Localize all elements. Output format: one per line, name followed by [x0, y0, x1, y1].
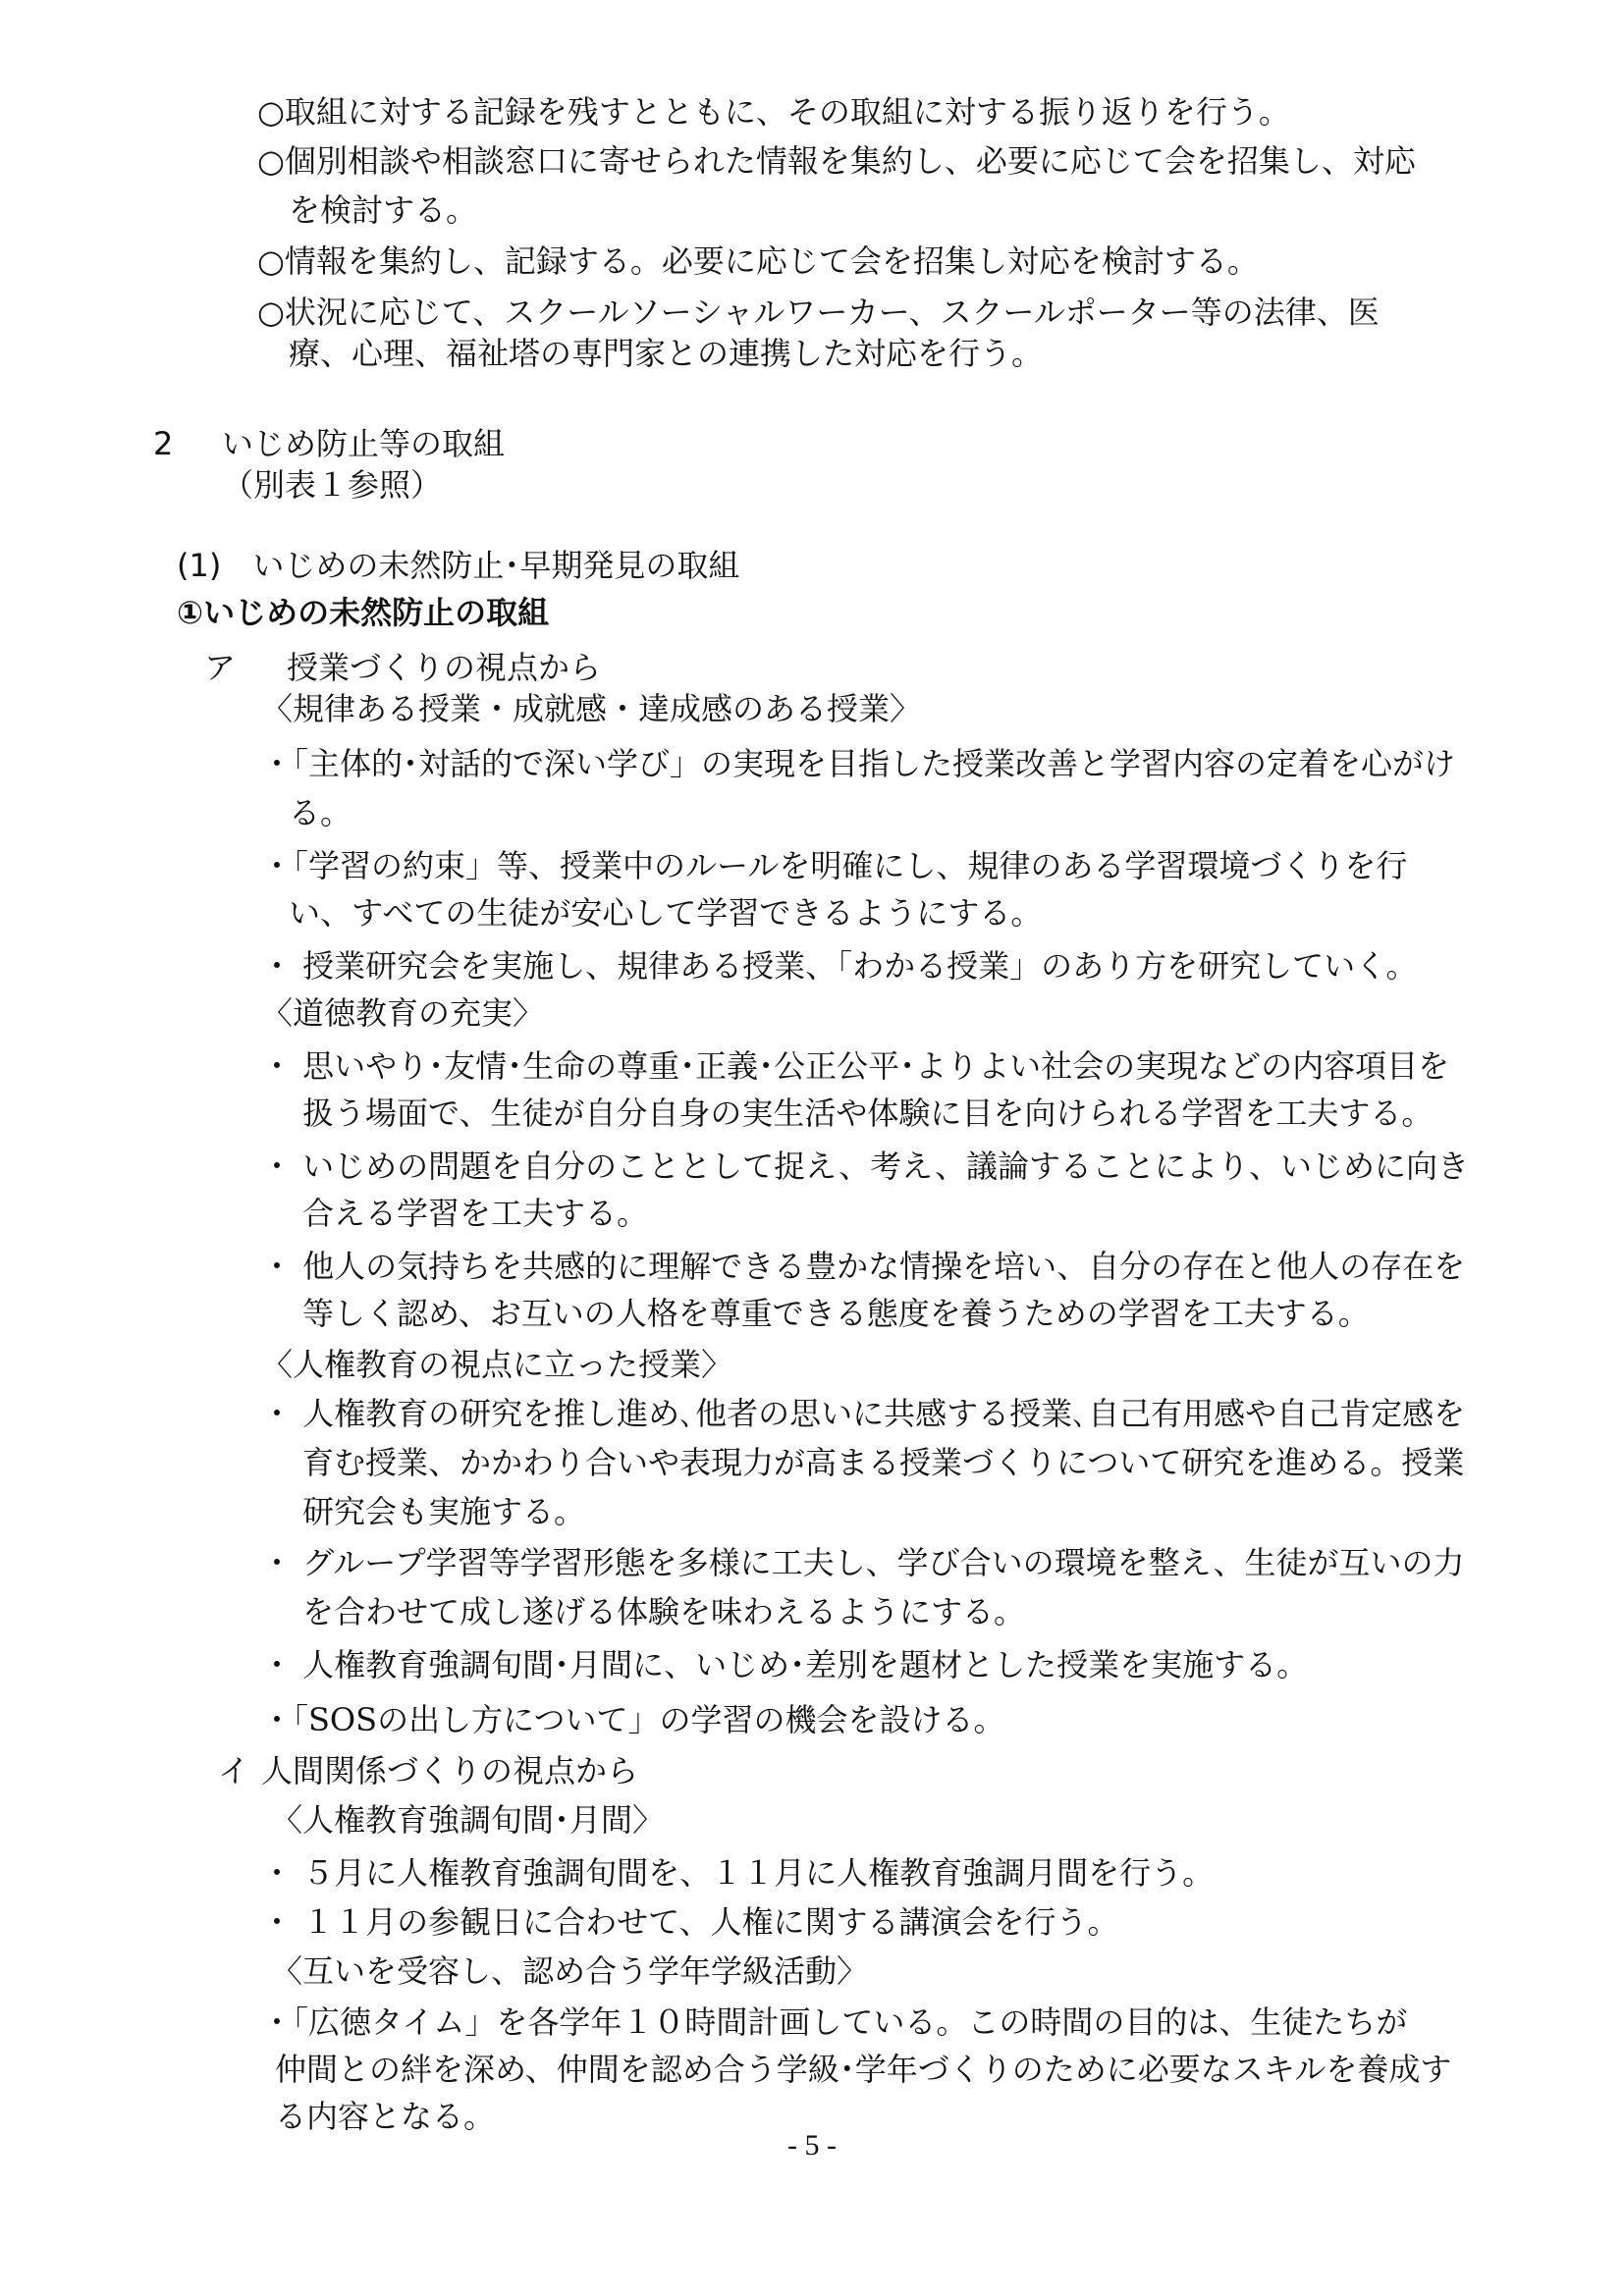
bullet-item-cont: 仲間との絆を深め、仲間を認め合う学級･学年づくりのために必要なスキルを養成す — [275, 2051, 1452, 2088]
bullet-item: ・「SOSの出し方について」の学習の機会を設ける。 — [261, 1701, 1005, 1738]
bullet-item: ・ ５月に人権教育強調旬間を、１１月に人権教育強調月間を行う。 — [261, 1854, 1215, 1892]
bullet-item: ・ いじめの問題を自分のこととして捉え、考え、議論することにより、いじめに向き — [261, 1148, 1470, 1185]
section-title: いじめ防止等の取組 — [222, 425, 506, 462]
i-heading-2: 〈互いを受容し、認め合う学年学級活動〉 — [271, 1952, 869, 1990]
bullet-item-cont: る。 — [289, 794, 352, 831]
bullet-item: ・「広徳タイム」を各学年１０時間計画している。この時間の目的は、生徒たちが — [261, 2003, 1408, 2041]
bullet-item-cont: 扱う場面で、生徒が自分自身の実生活や体験に目を向けられる学習を工夫する。 — [302, 1095, 1434, 1132]
subsection-heading: (1) いじめの未然防止･早期発見の取組 — [177, 547, 740, 584]
bullet-item: ・「主体的･対話的で深い学び」の実現を目指した授業改善と学習内容の定着を心がけ — [261, 745, 1456, 782]
intro-line-5: ○状況に応じて、スクールソーシャルワーカー、スクールポーター等の法律、医 — [257, 294, 1380, 331]
bullet-item: ・ 思いやり･友情･生命の尊重･正義･公正公平･よりよい社会の実現などの内容項目を — [261, 1047, 1450, 1085]
bullet-item-cont: い、すべての生徒が安心して学習できるようにする。 — [289, 894, 1043, 932]
page-number: - 5 - — [787, 2129, 837, 2162]
intro-line-6: 療、心理、福祉塔の専門家との連携した対応を行う。 — [289, 335, 1044, 372]
i-label: イ — [218, 1752, 250, 1789]
i-heading-1: 〈人権教育強調旬間･月間〉 — [271, 1801, 665, 1839]
bullet-item: ・ 他人の気持ちを共感的に理解できる豊かな情操を培い、自分の存在と他人の存在を — [261, 1248, 1466, 1285]
intro-line-3: を検討する。 — [289, 191, 478, 229]
intro-line-1: ○取組に対する記録を残すとともに、その取組に対する振り返りを行う。 — [257, 93, 1290, 131]
intro-line-4: ○情報を集約し、記録する。必要に応じて会を招集し対応を検討する。 — [257, 242, 1259, 280]
bullet-item-cont: を合わせて成し遂げる体験を味わえるようにする。 — [302, 1593, 1026, 1630]
a-heading-3: 〈人権教育の視点に立った授業〉 — [261, 1346, 733, 1383]
bullet-item: ・「学習の約束」等、授業中のルールを明確にし、規律のある学習環境づくりを行 — [261, 847, 1408, 884]
i-title: 人間関係づくりの視点から — [261, 1752, 639, 1789]
a-heading-1: 〈規律ある授業・成就感・達成感のある授業〉 — [261, 690, 922, 727]
bullet-item: ・ １１月の参観日に合わせて、人権に関する講演会を行う。 — [261, 1903, 1119, 1941]
a-heading-2: 〈道徳教育の充実〉 — [261, 994, 545, 1032]
bullet-item: ・ グループ学習等学習形態を多様に工夫し、学び合いの環境を整え、生徒が互いの力 — [261, 1544, 1465, 1581]
bullet-item-cont: 等しく認め、お互いの人格を尊重できる態度を養うための学習を工夫する。 — [302, 1295, 1370, 1332]
bullet-item-cont: 研究会も実施する。 — [302, 1493, 586, 1530]
a-title: 授業づくりの視点から — [287, 649, 602, 686]
section-note: （別表１参照） — [222, 466, 443, 504]
bullet-item-cont: 育む授業、かかわり合いや表現力が高まる授業づくりについて研究を進める。授業 — [302, 1444, 1465, 1481]
section-number: 2 — [153, 425, 174, 462]
bullet-item-cont: 合える学習を工夫する。 — [302, 1195, 649, 1232]
bullet-item: ・ 授業研究会を実施し、規律ある授業、「わかる授業」のあり方を研究していく。 — [261, 947, 1418, 985]
intro-line-2: ○個別相談や相談窓口に寄せられた情報を集約し、必要に応じて会を招集し、対応 — [257, 142, 1416, 180]
bullet-item: ・ 人権教育強調旬間･月間に、いじめ･差別を題材とした授業を実施する。 — [261, 1646, 1309, 1683]
bullet-item-cont: る内容となる。 — [275, 2098, 496, 2135]
a-label: ア — [204, 649, 237, 686]
bullet-item: ・ 人権教育の研究を推し進め､他者の思いに共感する授業､自己有用感や自己肯定感を — [261, 1395, 1466, 1432]
item-heading: ①いじめの未然防止の取組 — [177, 594, 550, 631]
